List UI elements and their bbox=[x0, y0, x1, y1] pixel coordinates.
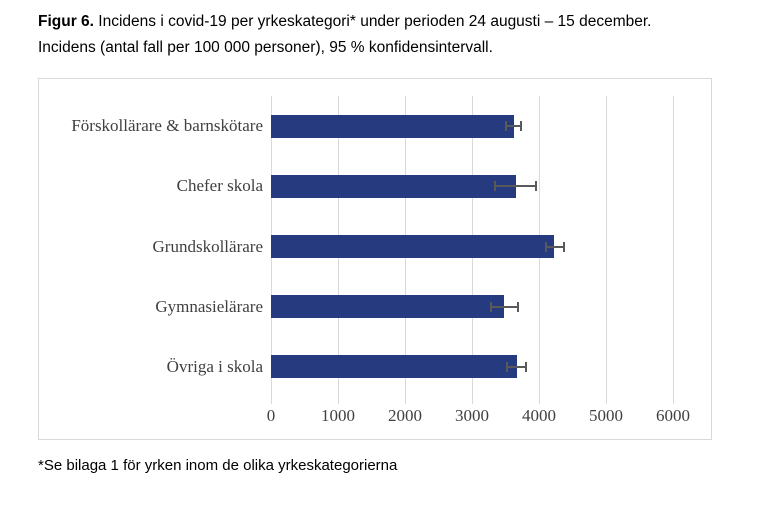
x-tick-label: 0 bbox=[266, 406, 276, 425]
figure-title-line2: Incidens (antal fall per 100 000 personer), 95 % konfidensintervall. bbox=[38, 39, 493, 56]
bar bbox=[271, 175, 516, 198]
figure-number: Figur 6. bbox=[38, 13, 94, 30]
error-bar-line bbox=[495, 185, 535, 187]
x-tick-label: 1000 bbox=[321, 406, 355, 425]
error-bar-cap-low bbox=[545, 242, 547, 252]
figure-title-line1 bbox=[38, 9, 768, 35]
figure-title-text: Incidens i covid-19 per yrkeskategori* under perioden 24 augusti – 15 december. bbox=[93, 13, 652, 30]
bar bbox=[271, 235, 554, 258]
x-tick-label: 3000 bbox=[455, 406, 489, 425]
error-bar-cap-low bbox=[494, 181, 496, 191]
error-bar-cap-low bbox=[506, 362, 508, 372]
error-bar-line bbox=[506, 125, 521, 127]
category-label: Chefer skola bbox=[176, 176, 263, 196]
bar bbox=[271, 355, 517, 378]
gridline bbox=[673, 96, 674, 404]
bar bbox=[271, 115, 514, 138]
error-bar-cap-high bbox=[535, 181, 537, 191]
gridline bbox=[606, 96, 607, 404]
error-bar-line bbox=[491, 306, 517, 308]
x-tick-label: 5000 bbox=[589, 406, 623, 425]
x-tick-label: 6000 bbox=[656, 406, 690, 425]
figure-title bbox=[38, 9, 768, 61]
error-bar-line bbox=[546, 246, 564, 248]
bar-chart bbox=[38, 78, 712, 440]
category-label: Gymnasielärare bbox=[155, 296, 263, 316]
error-bar-cap-high bbox=[563, 242, 565, 252]
x-tick-label: 2000 bbox=[388, 406, 422, 425]
error-bar-line bbox=[507, 366, 526, 368]
x-tick-label: 4000 bbox=[522, 406, 556, 425]
category-label: Förskollärare & barnskötare bbox=[71, 116, 263, 136]
category-label: Övriga i skola bbox=[166, 356, 263, 376]
error-bar-cap-high bbox=[520, 121, 522, 131]
error-bar-cap-low bbox=[505, 121, 507, 131]
figure-footnote: *Se bilaga 1 för yrken inom de olika yrkeskategorierna bbox=[38, 457, 398, 474]
category-label: Grundskollärare bbox=[152, 236, 263, 256]
error-bar-cap-high bbox=[525, 362, 527, 372]
error-bar-cap-low bbox=[490, 302, 492, 312]
bar bbox=[271, 295, 504, 318]
error-bar-cap-high bbox=[517, 302, 519, 312]
